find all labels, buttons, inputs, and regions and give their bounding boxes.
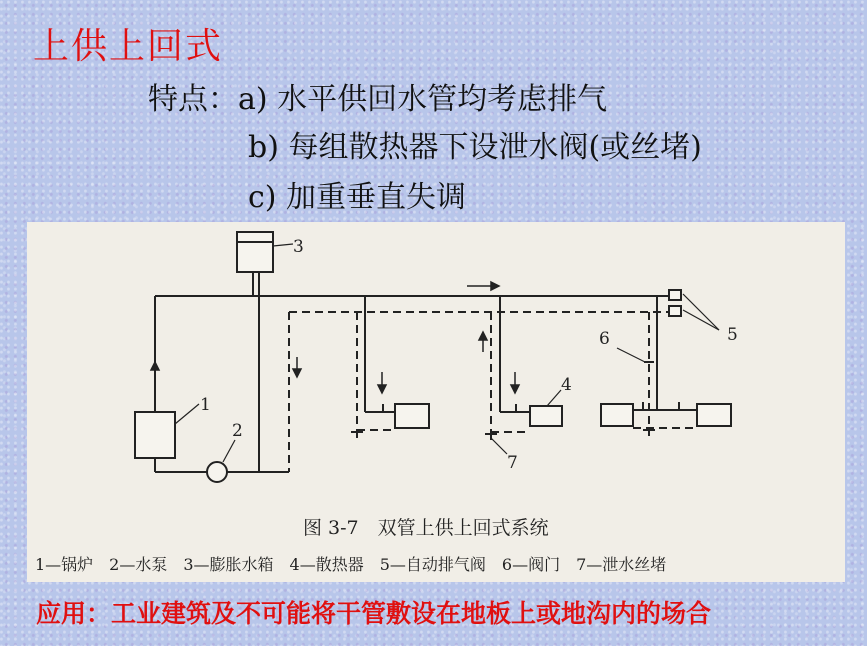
callout-2: 2 [232, 421, 243, 441]
slide-title: 上供上回式 [33, 26, 224, 67]
air-vent-return [669, 306, 681, 316]
application-note: 应用：工业建筑及不可能将干管敷设在地板上或地沟内的场合 [36, 599, 712, 628]
radiator-1 [395, 404, 429, 428]
leader-4 [547, 390, 561, 406]
arrow-up-riser-2-head [479, 332, 487, 340]
figure-caption: 图 3-7 双管上供上回式系统 [303, 517, 549, 539]
feature-b: b) 每组散热器下设泄水阀(或丝堵) [248, 130, 702, 165]
feature-a: 特点：a) 水平供回水管均考虑排气 [148, 82, 608, 117]
callout-1: 1 [200, 395, 211, 415]
callout-4: 4 [561, 375, 572, 395]
diagram-svg [27, 222, 845, 582]
callout-3: 3 [293, 237, 304, 257]
arrow-down-return-head [293, 369, 301, 377]
leader-5a [683, 294, 719, 330]
leader-3 [273, 244, 293, 246]
callout-6: 6 [599, 329, 610, 349]
leader-6 [617, 348, 645, 362]
arrow-up-boiler-head [151, 362, 159, 370]
leader-1 [175, 404, 199, 424]
leader-7 [491, 438, 507, 454]
air-vent-supply [669, 290, 681, 300]
boiler [135, 412, 175, 458]
callout-7: 7 [507, 453, 518, 473]
arrow-down-riser-2-head [511, 385, 519, 393]
leader-5b [683, 310, 719, 330]
feature-c: c) 加重垂直失调 [248, 180, 467, 215]
system-diagram [27, 222, 845, 582]
arrow-right-main-head [491, 282, 499, 290]
pump [207, 462, 227, 482]
callout-5: 5 [727, 325, 738, 345]
expansion-tank [237, 232, 273, 272]
leader-2 [223, 440, 235, 462]
radiator-3 [601, 404, 633, 426]
figure-legend: 1—锅炉 2—水泵 3—膨胀水箱 4—散热器 5—自动排气阀 6—阀门 7—泄水丝堵 [35, 555, 667, 574]
radiator-4 [697, 404, 731, 426]
arrow-down-riser-1-head [378, 385, 386, 393]
radiator-2 [530, 406, 562, 426]
